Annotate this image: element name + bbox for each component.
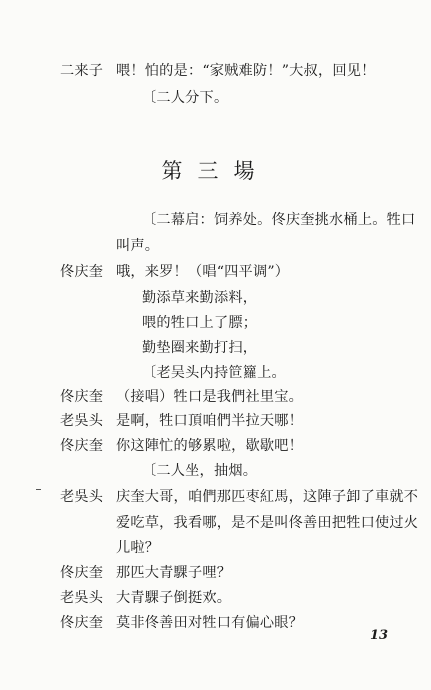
speaker-label: 二来子 [60,63,104,79]
dialogue-text-cont: 爱吃草，我看哪，是不是叫佟善田把牲口使过火 [116,515,419,531]
dialogue-text: 莫非佟善田对牲口有偏心眼？ [116,615,304,631]
verse-line: 喂的牲口上了膘； [142,315,258,331]
dialogue-text: （接唱）牲口是我們社里宝。 [116,389,304,405]
stage-direction: 〔老吴头内持笸籮上。 [142,365,286,381]
verse-line: 勤添草来勤添料， [142,290,258,306]
dialogue-text: 大青騍子倒挺欢。 [116,590,232,606]
speaker-label: 佟庆奎 [60,264,104,280]
speaker-label: 老吳头 [60,489,104,505]
speaker-label: 佟庆奎 [60,438,104,454]
dialogue-text-cont: 儿啦？ [116,540,160,556]
stage-direction: 〔二人分下。 [142,90,229,106]
page-number: 13 [370,628,389,643]
stage-direction-cont: 叫声。 [116,238,160,254]
stage-direction: 〔二幕启：饲养处。佟庆奎挑水桶上。牲口 [142,212,416,228]
speaker-label: 佟庆奎 [60,565,104,581]
dialogue-text: 哦，来罗！（唱“四平调”） [116,264,290,280]
speaker-label: 佟庆奎 [60,615,104,631]
margin-mark [36,489,41,490]
speaker-label: 老吳头 [60,413,104,429]
dialogue-text: 庆奎大哥，咱們那匹枣紅馬，这陣子卸了車就不 [116,489,419,505]
scene-title: 第三場 [161,159,270,183]
dialogue-text: 是啊，牲口頂咱們半拉天哪！ [116,413,304,429]
dialogue-text: 喂！怕的是：“家贼难防！”大叔，回见！ [116,63,376,79]
dialogue-text: 那匹大青騍子哩？ [116,565,232,581]
speaker-label: 佟庆奎 [60,389,104,405]
speaker-label: 老吳头 [60,590,104,606]
stage-direction: 〔二人坐，抽烟。 [142,463,258,479]
dialogue-text: 你这陣忙的够累啦，歇歇吧！ [116,438,304,454]
verse-line: 勤垫圈来勤打扫， [142,340,258,356]
